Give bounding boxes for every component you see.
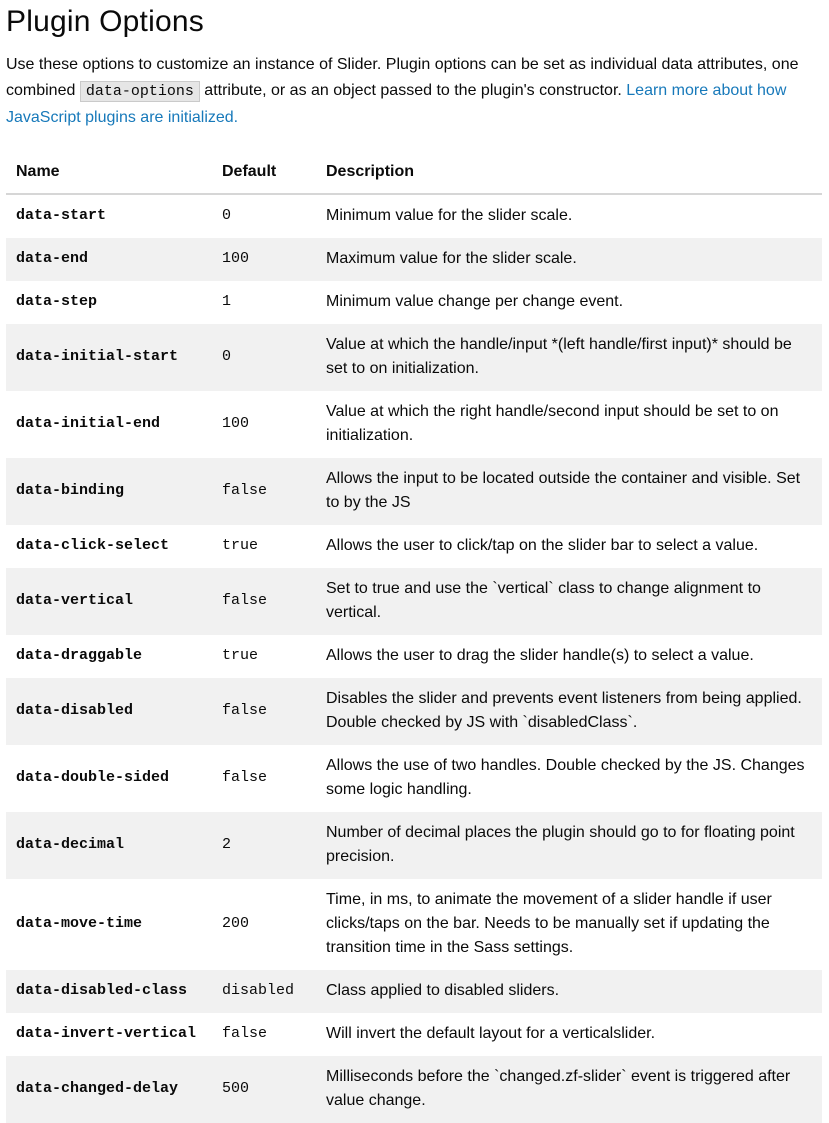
option-name: data-invert-vertical [16, 1025, 197, 1042]
option-name: data-step [16, 293, 98, 310]
option-default: disabled [222, 982, 295, 999]
option-name: data-double-sided [16, 769, 170, 786]
table-row [6, 1013, 822, 1056]
option-description: Allows the user to drag the slider handle(s) to select a value. [326, 647, 754, 664]
option-default: true [222, 647, 259, 664]
table-header-row [6, 154, 822, 194]
intro-text-before: Use these options to customize an instance of Slider. Plugin options can be set as individual data attributes, one combined [6, 56, 799, 99]
option-default: true [222, 537, 259, 554]
option-name: data-changed-delay [16, 1080, 179, 1097]
table-row [6, 568, 822, 635]
option-description: Will invert the default layout for a verticalslider. [326, 1025, 656, 1042]
option-default: 200 [222, 915, 250, 932]
table-row [6, 458, 822, 525]
option-description: Allows the user to click/tap on the slider bar to select a value. [326, 537, 759, 554]
table-row [6, 970, 822, 1013]
option-default: false [222, 1025, 268, 1042]
option-default: false [222, 482, 268, 499]
option-name: data-disabled [16, 702, 134, 719]
option-description: Value at which the right handle/second input should be set to on initialization. [326, 403, 779, 444]
option-name: data-decimal [16, 836, 125, 853]
option-description: Allows the input to be located outside the container and visible. Set to by the JS [326, 470, 801, 511]
option-description: Disables the slider and prevents event listeners from being applied. Double checked by JS with `disabledClass`. [326, 690, 802, 731]
option-description: Minimum value change per change event. [326, 293, 624, 310]
option-name: data-draggable [16, 647, 143, 664]
data-options-code: data-options [80, 81, 200, 102]
option-description: Set to true and use the `vertical` class to change alignment to vertical. [326, 580, 761, 621]
option-default: 500 [222, 1080, 250, 1097]
table-row [6, 745, 822, 812]
option-description: Value at which the handle/input *(left handle/first input)* should be set to on initialization. [326, 336, 792, 377]
intro-paragraph [6, 52, 822, 131]
intro-text-after: attribute, or as an object passed to the plugin's constructor. [199, 82, 627, 99]
table-row [6, 1056, 822, 1123]
option-description: Time, in ms, to animate the movement of a slider handle if user clicks/taps on the bar. Needs to be manually set if updating the transition time in the Sass settings. [326, 891, 772, 956]
table-row [6, 194, 822, 238]
table-row [6, 812, 822, 879]
options-table [6, 154, 822, 1123]
option-default: false [222, 592, 268, 609]
option-default: 100 [222, 250, 250, 267]
table-row [6, 391, 822, 458]
option-default: false [222, 769, 268, 786]
option-name: data-initial-end [16, 415, 161, 432]
option-default: 0 [222, 207, 232, 224]
option-default: 1 [222, 293, 232, 310]
option-name: data-binding [16, 482, 125, 499]
table-row [6, 238, 822, 281]
option-name: data-start [16, 207, 107, 224]
table-row [6, 525, 822, 568]
option-description: Number of decimal places the plugin should go to for floating point precision. [326, 824, 795, 865]
column-header-default: Default [219, 154, 316, 194]
option-description: Milliseconds before the `changed.zf-slider` event is triggered after value change. [326, 1068, 791, 1109]
option-name: data-vertical [16, 592, 134, 609]
option-name: data-initial-start [16, 348, 179, 365]
section-heading: Plugin Options [6, 5, 204, 38]
table-row [6, 678, 822, 745]
option-default: 100 [222, 415, 250, 432]
table-row [6, 635, 822, 678]
option-description: Class applied to disabled sliders. [326, 982, 560, 999]
option-default: 2 [222, 836, 232, 853]
learn-more-link[interactable]: Learn more about how JavaScript plugins are initialized. [6, 82, 787, 126]
option-name: data-move-time [16, 915, 143, 932]
option-default: 0 [222, 348, 232, 365]
table-row [6, 324, 822, 391]
option-description: Maximum value for the slider scale. [326, 250, 577, 267]
table-row [6, 281, 822, 324]
option-description: Allows the use of two handles. Double checked by the JS. Changes some logic handling. [326, 757, 805, 798]
option-default: false [222, 702, 268, 719]
option-name: data-end [16, 250, 89, 267]
option-name: data-click-select [16, 537, 170, 554]
option-name: data-disabled-class [16, 982, 188, 999]
table-row [6, 879, 822, 970]
column-header-description: Description [316, 154, 822, 194]
option-description: Minimum value for the slider scale. [326, 207, 573, 224]
column-header-name: Name [6, 154, 219, 194]
